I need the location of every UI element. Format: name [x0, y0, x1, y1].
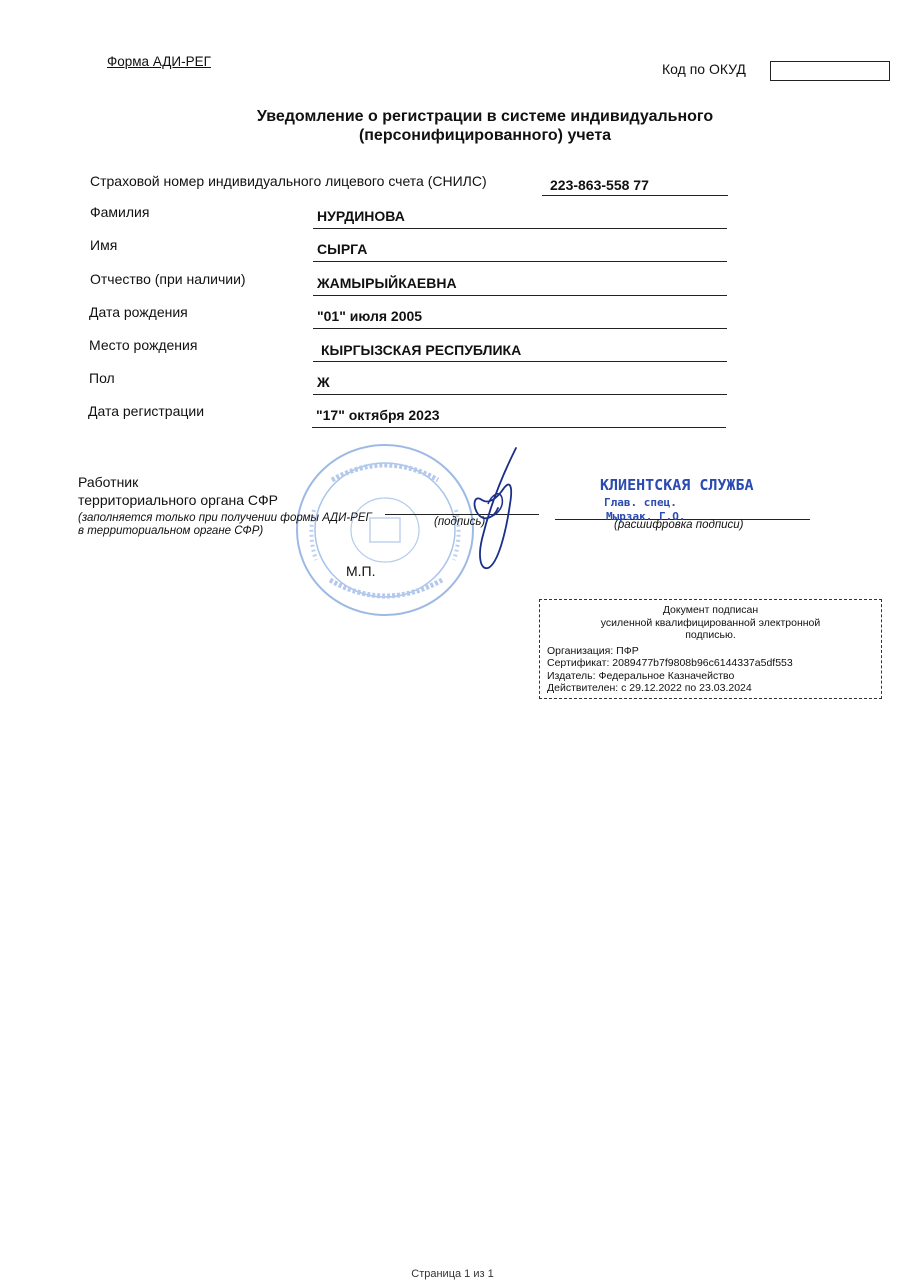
ecert-issuer: Издатель: Федеральное Казначейство: [547, 669, 735, 682]
ecert-organization: Организация: ПФР: [547, 644, 639, 657]
birth-date-underline: [313, 328, 727, 329]
sex-underline: [313, 394, 727, 395]
name-label: Имя: [90, 237, 118, 253]
ecert-line1: Документ подписан: [662, 604, 759, 616]
signature-caption: (подпись): [434, 516, 486, 528]
surname-label: Фамилия: [90, 204, 150, 220]
patronymic-underline: [313, 295, 727, 296]
worker-label-line2: территориального органа СФР: [78, 492, 278, 508]
handwritten-signature-image: [458, 444, 528, 574]
document-title-line1: Уведомление о регистрации в системе индивидуального: [256, 108, 714, 125]
stamp-line3: Мырзак. Г.О.: [606, 510, 686, 523]
ecert-validity: Действителен: с 29.12.2022 по 23.03.2024: [547, 682, 752, 694]
worker-label-line1: Работник: [78, 474, 139, 490]
page-number: Страница 1 из 1: [411, 1268, 494, 1280]
ecert-certificate: Сертификат: 2089477b7f9808b96c6144337a5df553: [547, 657, 793, 669]
surname-underline: [313, 228, 727, 229]
okud-label: Код по ОКУД: [662, 61, 746, 77]
ecert-line2: усиленной квалифицированной электронной: [600, 616, 821, 629]
surname-value: НУРДИНОВА: [317, 208, 405, 224]
reg-date-value: "17" октября 2023: [316, 407, 440, 423]
electronic-signature-box: [539, 599, 882, 699]
patronymic-value: ЖАМЫРЫЙКАЕВНА: [317, 275, 457, 291]
form-code: Форма АДИ-РЕГ: [107, 54, 211, 69]
seal-place-label: М.П.: [346, 563, 376, 579]
sex-label: Пол: [89, 370, 115, 386]
snils-label: Страховой номер индивидуального лицевого счета (СНИЛС): [90, 173, 487, 189]
ecert-line3: подписью.: [685, 629, 736, 641]
snils-underline: [542, 195, 728, 196]
birth-place-value: КЫРГЫЗСКАЯ РЕСПУБЛИКА: [321, 342, 522, 358]
document-title-line2: (персонифицированного) учета: [358, 127, 612, 144]
name-value: СЫРГА: [317, 241, 368, 257]
client-service-stamp: [598, 474, 788, 524]
birth-place-underline: [313, 361, 727, 362]
reg-date-underline: [312, 427, 726, 428]
snils-value: 223-863-558 77: [550, 177, 649, 193]
okud-code-box: [770, 61, 890, 81]
worker-note: (заполняется только при получении формы АДИ-РЕГ в территориальном органе СФР): [78, 512, 372, 537]
patronymic-label: Отчество (при наличии): [90, 271, 246, 287]
sex-value: Ж: [317, 374, 330, 390]
decode-caption: (расшифровка подписи): [614, 519, 744, 531]
birth-date-value: "01" июля 2005: [317, 308, 423, 324]
stamp-line2: Глав. спец.: [604, 496, 677, 509]
birth-place-label: Место рождения: [89, 337, 198, 353]
stamp-line1: КЛИЕНТСКАЯ СЛУЖБА: [600, 476, 754, 494]
name-underline: [313, 261, 727, 262]
birth-date-label: Дата рождения: [89, 304, 188, 320]
reg-date-label: Дата регистрации: [88, 403, 205, 419]
